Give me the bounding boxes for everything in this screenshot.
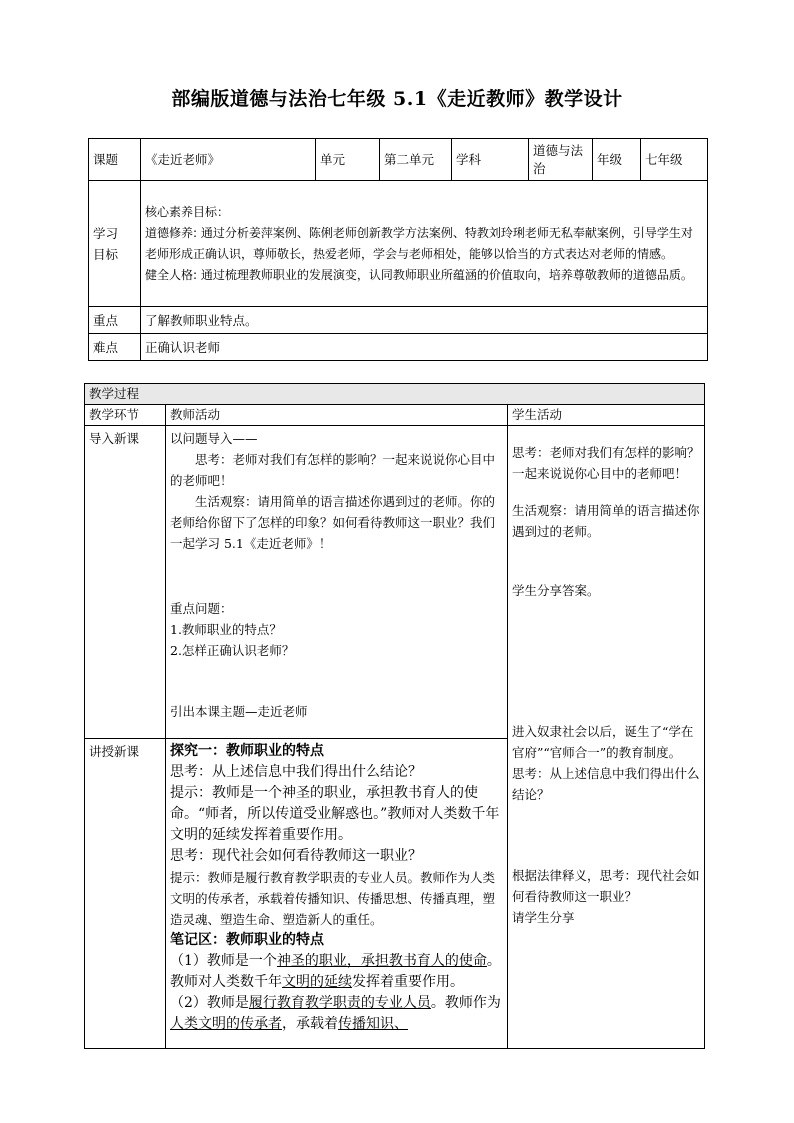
lecture-s4: 请学生分享: [512, 910, 575, 925]
intro-t4: 重点问题：: [170, 601, 233, 616]
goals-label: [89, 181, 141, 307]
discipline-value: 道德与法治: [529, 139, 593, 181]
difficulty-text: 正确认识老师: [141, 334, 708, 361]
intro-t6: 2.怎样正确认识老师？: [170, 643, 295, 658]
col-student: 学生活动: [508, 405, 705, 426]
key-label: 重点: [89, 307, 141, 334]
lecture-t4: 思考：现代社会如何看待教师这一职业？: [170, 848, 422, 864]
lesson-info-table: [88, 138, 708, 361]
grade-value: 七年级: [641, 139, 708, 181]
lecture-t6: 笔记区：教师职业的特点: [170, 932, 324, 948]
lecture-t7a: （1）教师是一个: [170, 953, 277, 969]
unit-label: 单元: [316, 139, 380, 181]
key-row: [89, 307, 708, 334]
grade-label: 年级: [593, 139, 641, 181]
lecture-t8d: 人类文明的传承者: [170, 1016, 282, 1032]
process-header: 教学过程: [85, 384, 705, 405]
subject-label: 课题: [89, 139, 141, 181]
lecture-s1: 进入奴隶社会以后，诞生了“学在官府”“官师合一”的教育制度。: [512, 724, 694, 760]
goals-label-line2: 目标: [93, 246, 119, 262]
unit-value: 第二单元: [380, 139, 452, 181]
lecture-t8f: 传播知识、: [338, 1016, 408, 1032]
info-row: [89, 139, 708, 181]
intro-t5: 1.教师职业的特点？: [170, 622, 282, 637]
lecture-t1: 探究一：教师职业的特点: [170, 743, 324, 759]
col-stage: 教学环节: [85, 405, 166, 426]
lecture-t7c: 。教师对人类数千年: [170, 953, 501, 990]
student-column: [508, 426, 705, 1049]
intro-row: [85, 426, 705, 739]
lecture-t8c: 。教师作为: [430, 995, 501, 1011]
difficulty-row: [89, 334, 708, 361]
discipline-label: 学科: [452, 139, 529, 181]
document-title: 部编版道德与法治七年级 5.1《走近教师》教学设计: [171, 88, 623, 110]
lecture-t7b: 神圣的职业，承担教书育人的使命: [276, 953, 487, 969]
lecture-t5: 提示：教师是履行教育教学职责的专业人员。教师作为人类文明的传承者，承载着传播知识、传播思想、传播真理，塑造灵魂、塑造生命、塑造新人的重任。: [170, 870, 496, 927]
goals-row: [89, 181, 708, 307]
key-text: 了解教师职业特点。: [141, 307, 708, 334]
stage-intro: 导入新课: [85, 426, 166, 739]
lecture-t8: [170, 993, 503, 1035]
intro-teacher: [166, 426, 508, 739]
goals-label-line1: 学习: [93, 225, 119, 241]
intro-s2: 生活观察：请用简单的语言描述你遇到过的老师。: [512, 503, 700, 539]
lecture-t2: 思考：从上述信息中我们得出什么结论？: [170, 764, 422, 780]
intro-t1: 以问题导入——: [170, 431, 258, 446]
lecture-t8e: ，承载着: [282, 1016, 338, 1032]
goals-moral: 道德修养: 通过分析姜萍案例、陈俐老师创新教学方法案例、特教刘玲琍老师无私奉献案例，引导学生对老师形成正确认识，尊师敬长，热爱老师，学会与老师相处，能够以恰当的方式表达对老师的情感。: [145, 225, 693, 261]
lecture-s3: 根据法律释义，思考：现代社会如何看待教师这一职业？: [512, 868, 700, 904]
intro-s3: 学生分享答案。: [512, 583, 600, 598]
difficulty-label: 难点: [89, 334, 141, 361]
process-table: [84, 383, 705, 1049]
lecture-s2: 思考：从上述信息中我们得出什么结论？: [512, 766, 700, 802]
lecture-t8b: 履行教育教学职责的专业人员: [248, 995, 431, 1011]
lecture-t8a: （2）教师是: [170, 995, 249, 1011]
lecture-t7e: 发挥着重要作用。: [352, 974, 464, 990]
stage-lecture: 讲授新课: [85, 739, 166, 1049]
lecture-t7d: 文明的延续: [282, 974, 352, 990]
lecture-t7: [170, 951, 503, 993]
intro-s1: 思考：老师对我们有怎样的影响？一起来说说你心目中的老师吧！: [512, 445, 700, 481]
col-teacher: 教师活动: [166, 405, 508, 426]
goals-heading: 核心素养目标：: [145, 204, 230, 219]
goals-content: [141, 181, 708, 307]
lecture-t3: 提示：教师是一个神圣的职业，承担教书育人的使命。“师者，所以传道受业解惑也。”教师对人类数千年文明的延续发挥着重要作用。: [170, 785, 500, 843]
intro-t3: 生活观察：请用简单的语言描述你遇到过的老师。你的老师给你留下了怎样的印象？如何看待教师这一职业？我们一起学习 5.1《走近老师》！: [170, 494, 496, 551]
intro-t2: 思考：老师对我们有怎样的影响？一起来说说你心目中的老师吧！: [170, 452, 496, 488]
process-header-row: [85, 384, 705, 405]
subject-value: 《走近老师》: [141, 139, 316, 181]
goals-personality: 健全人格: 通过梳理教师职业的发展演变，认同教师职业所蕴涵的价值取向，培养尊敬教师的道德品质。: [145, 267, 693, 282]
lecture-teacher: [166, 739, 508, 1049]
column-header-row: [85, 405, 705, 426]
intro-t7: 引出本课主题—走近老师: [170, 704, 308, 719]
